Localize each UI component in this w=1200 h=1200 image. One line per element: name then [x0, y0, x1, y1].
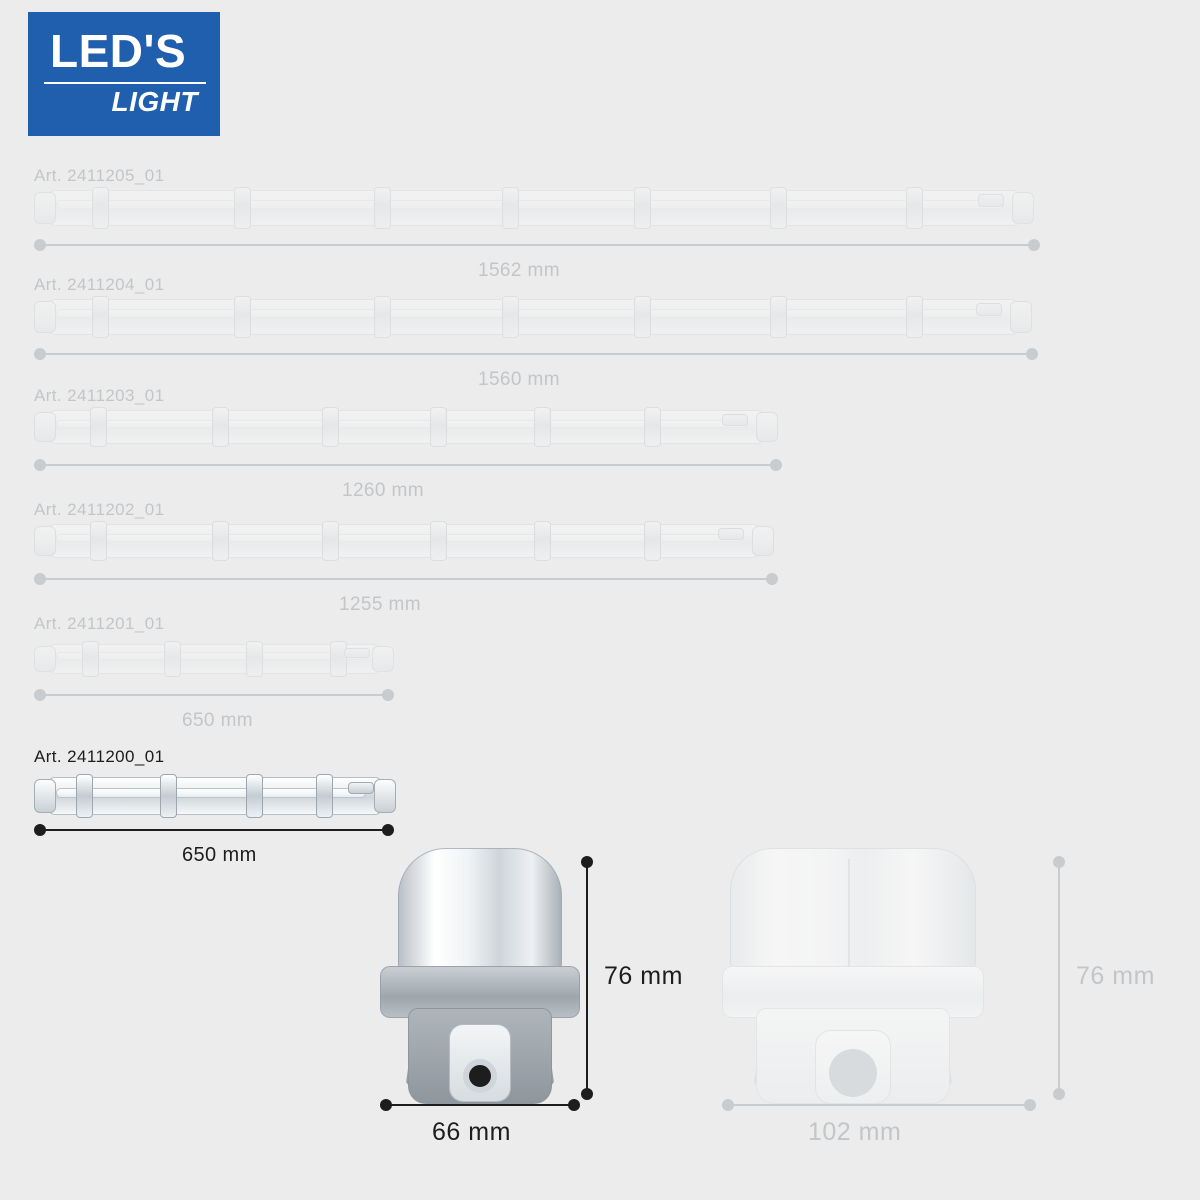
lamp-clip	[246, 641, 263, 677]
dimension-endpoint-right	[1026, 348, 1038, 360]
lamp-body-2411201	[34, 644, 394, 674]
dimension-rule-2411204	[34, 347, 1038, 361]
lamp-clip	[82, 641, 99, 677]
lamp-clip	[322, 521, 339, 561]
lamp-clip	[92, 296, 109, 338]
dimension-label-side-width: 66 mm	[432, 1118, 511, 1146]
cable-entry-hole	[829, 1049, 877, 1097]
brand-logo-line2: LIGHT	[111, 86, 198, 117]
lamp-clip	[330, 641, 347, 677]
dimension-endpoint-right	[568, 1099, 580, 1111]
dimension-rule-side-height	[580, 856, 594, 1100]
lamp-clip	[234, 296, 251, 338]
dimension-endpoint-right	[1028, 239, 1040, 251]
lamp-endcap-left	[34, 779, 56, 813]
dimension-line	[41, 829, 387, 831]
article-label-2411204: Art. 2411204_01	[34, 275, 165, 294]
lamp-endcap-left	[34, 192, 56, 224]
lamp-clip	[534, 521, 551, 561]
product-row-2411202	[34, 500, 834, 615]
product-row-2411201	[34, 614, 454, 731]
dimension-endpoint-bottom	[1053, 1088, 1065, 1100]
dimension-line	[387, 1104, 573, 1106]
lamp-endcap-left	[34, 301, 56, 333]
lamp-clip	[322, 407, 339, 447]
product-row-2411205	[34, 166, 1074, 281]
cable-entry-hole	[463, 1059, 497, 1093]
dimension-rule-side-width	[380, 1098, 580, 1112]
dimension-endpoint-bottom	[581, 1088, 593, 1100]
dimension-endpoint-right	[766, 573, 778, 585]
dimension-label-side-height: 76 mm	[604, 962, 683, 990]
lamp-tube	[56, 309, 1002, 318]
dimension-label-2411204: 1560 mm	[478, 369, 561, 390]
dimension-line	[41, 694, 387, 696]
lamp-cable-gland	[344, 648, 370, 658]
dimension-line	[41, 464, 775, 466]
product-row-2411203	[34, 386, 834, 501]
cable-gland-socket	[449, 1024, 511, 1102]
dimension-label-2411205: 1562 mm	[478, 260, 561, 281]
article-label-2411203: Art. 2411203_01	[34, 386, 165, 405]
dimension-endpoint-right	[382, 824, 394, 836]
dimension-line	[729, 1104, 1029, 1106]
lamp-clip	[316, 774, 333, 818]
dimension-rule-front-width	[722, 1098, 1036, 1112]
lamp-clip	[92, 187, 109, 229]
lamp-clip	[770, 296, 787, 338]
dimension-label-2411202: 1255 mm	[339, 594, 422, 615]
lamp-clip	[430, 521, 447, 561]
lamp-endcap-left	[34, 646, 56, 672]
lamp-body-2411203	[34, 410, 778, 444]
lamp-body-2411202	[34, 524, 774, 558]
article-label-2411205: Art. 2411205_01	[34, 166, 165, 185]
lamp-cable-gland	[718, 528, 744, 540]
lamp-body-2411204	[34, 299, 1032, 335]
lamp-clip	[644, 521, 661, 561]
product-row-2411204	[34, 275, 1074, 390]
diffuser-dome-front	[730, 848, 976, 976]
dimension-label-2411201: 650 mm	[182, 710, 254, 731]
brand-logo-line1: LED'S	[50, 25, 187, 77]
lamp-endcap-right	[1012, 192, 1034, 224]
dimension-rule-2411202	[34, 572, 778, 586]
dimension-label-front-height: 76 mm	[1076, 962, 1155, 990]
lamp-cable-gland	[978, 194, 1004, 206]
dimension-line	[41, 244, 1033, 246]
lamp-clip	[430, 407, 447, 447]
lamp-tube	[56, 200, 1004, 209]
lamp-cable-gland	[976, 303, 1002, 315]
lamp-clip	[160, 774, 177, 818]
article-label-2411200: Art. 2411200_01	[34, 747, 165, 766]
lamp-tube	[56, 534, 744, 543]
lamp-clip	[212, 407, 229, 447]
lamp-clip	[770, 187, 787, 229]
dimension-rule-front-height	[1052, 856, 1066, 1100]
lamp-clip	[234, 187, 251, 229]
lamp-clip	[374, 296, 391, 338]
dimension-label-2411203: 1260 mm	[342, 480, 425, 501]
dimension-endpoint-right	[1024, 1099, 1036, 1111]
lamp-endcap-right	[1010, 301, 1032, 333]
lamp-clip	[534, 407, 551, 447]
diffuser-seam	[848, 859, 850, 969]
brand-logo	[28, 12, 220, 136]
lamp-clip	[90, 521, 107, 561]
dimension-rule-2411201	[34, 688, 394, 702]
dimension-line	[1058, 863, 1060, 1093]
dimension-line	[41, 578, 771, 580]
brand-logo-divider	[44, 82, 206, 84]
lamp-clip	[906, 296, 923, 338]
lamp-endcap-right	[756, 412, 778, 442]
lamp-clip	[90, 407, 107, 447]
cable-gland-socket-front	[815, 1030, 891, 1104]
article-label-2411202: Art. 2411202_01	[34, 500, 165, 519]
lamp-clip	[502, 187, 519, 229]
product-row-2411200	[34, 747, 454, 866]
lamp-endcap-left	[34, 412, 56, 442]
lamp-endcap-left	[34, 526, 56, 556]
dimension-endpoint-right	[770, 459, 782, 471]
lamp-clip	[212, 521, 229, 561]
lamp-clip	[164, 641, 181, 677]
lamp-endcap-right	[372, 646, 394, 672]
dimension-rule-2411205	[34, 238, 1040, 252]
lamp-clip	[634, 187, 651, 229]
lamp-cable-gland	[722, 414, 748, 426]
dimension-line	[41, 353, 1031, 355]
lamp-body-2411200	[34, 777, 396, 815]
lamp-endcap-right	[752, 526, 774, 556]
lamp-clip	[906, 187, 923, 229]
lamp-tube	[56, 652, 364, 660]
lamp-body-2411205	[34, 190, 1034, 226]
dimension-label-front-width: 102 mm	[808, 1118, 902, 1146]
lamp-clip	[634, 296, 651, 338]
lamp-clip	[502, 296, 519, 338]
dimension-endpoint-right	[382, 689, 394, 701]
lamp-cable-gland	[348, 782, 374, 795]
dimension-rule-2411200	[34, 823, 394, 837]
cross-section-front-view	[722, 848, 984, 1106]
dimension-line	[586, 863, 588, 1093]
dimension-label-2411200: 650 mm	[182, 844, 257, 866]
cross-section-side-view	[380, 848, 580, 1106]
lamp-clip	[374, 187, 391, 229]
lamp-endcap-right	[374, 779, 396, 813]
dimension-rule-2411203	[34, 458, 782, 472]
lamp-clip	[644, 407, 661, 447]
article-label-2411201: Art. 2411201_01	[34, 614, 165, 633]
lamp-clip	[76, 774, 93, 818]
diffuser-dome	[398, 848, 562, 976]
lamp-clip	[246, 774, 263, 818]
